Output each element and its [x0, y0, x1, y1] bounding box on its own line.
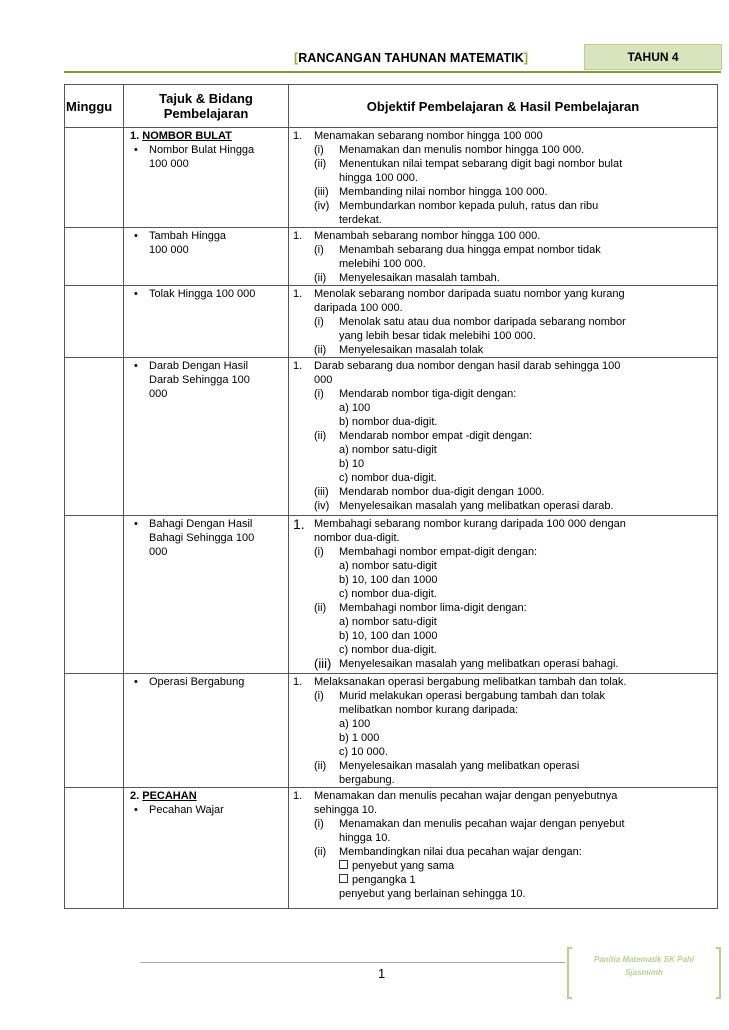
- outcome-item: (ii) Menyelesaikan masalah tambah.: [314, 272, 500, 284]
- outcome-item: (i) Menamakan dan menulis pecahan wajar dengan penyebut: [314, 818, 625, 830]
- topic-cell: [124, 674, 289, 788]
- header-tajuk: [124, 85, 289, 128]
- outcome-sub: pengangka 1: [293, 873, 713, 887]
- outcome-item: (i) Murid melakukan operasi bergabung tambah dan tolak: [314, 690, 605, 702]
- header-divider: [64, 71, 721, 73]
- objective-main-cont: 000: [314, 374, 333, 386]
- table-row: [65, 286, 718, 358]
- outcome-sub: a) nombor satu-digit: [339, 560, 437, 572]
- minggu-cell: [65, 358, 124, 516]
- learning-area: • Pecahan Wajar: [128, 803, 284, 817]
- outcome-item: (ii) Mendarab nombor empat -digit dengan:: [314, 430, 533, 442]
- topic-cell: [124, 286, 289, 358]
- outcome-item: (ii) Membandingkan nilai dua pecahan wajar dengan:: [314, 846, 582, 858]
- outcome-item: (ii) Membahagi nombor lima-digit dengan:: [314, 602, 527, 614]
- header-minggu: Minggu: [65, 85, 124, 128]
- panel-stamp: [567, 947, 721, 999]
- objective-main: 1. Melaksanakan operasi bergabung melibatkan tambah dan tolak.: [293, 676, 627, 688]
- outcome-item: (iv) Membundarkan nombor kepada puluh, ratus dan ribu: [314, 200, 599, 212]
- objective-cell: [289, 286, 718, 358]
- objective-cell: [289, 358, 718, 516]
- objective-cell: [289, 674, 718, 788]
- outcome-sub: penyebut yang berlainan sehingga 10.: [339, 888, 526, 900]
- outcome-item: (i) Mendarab nombor tiga-digit dengan:: [314, 388, 517, 400]
- panel-author: Sjasmimh: [625, 968, 663, 977]
- learning-area: • Tambah Hingga 100 000: [128, 229, 284, 257]
- outcome-item-cont: yang lebih besar tidak melebihi 100 000.: [339, 330, 536, 342]
- outcome-item: (ii) Menyelesaikan masalah tolak: [314, 344, 484, 356]
- outcome-sub: b) nombor dua-digit.: [339, 416, 438, 428]
- title-bracket-close: ]: [523, 51, 529, 65]
- checkbox-square-icon: [339, 860, 348, 869]
- table-header-row: [65, 85, 718, 128]
- learning-area: • Bahagi Dengan Hasil Bahagi Sehingga 100 000: [128, 517, 284, 559]
- minggu-cell: [65, 674, 124, 788]
- header-objektif: Objektif Pembelajaran & Hasil Pembelajaran: [289, 85, 718, 128]
- learning-area: • Tolak Hingga 100 000: [128, 287, 284, 301]
- yearly-plan-table: [64, 84, 718, 909]
- outcome-sub: penyebut yang sama: [293, 859, 713, 873]
- outcome-item: (iv) Menyelesaikan masalah yang melibatkan operasi darab.: [314, 500, 614, 512]
- objective-main: 1. Membahagi sebarang nombor kurang daripada 100 000 dengan: [293, 516, 626, 532]
- outcome-item: (iii) Membanding nilai nombor hingga 100 000.: [314, 186, 548, 198]
- outcome-sub: b) 10, 100 dan 1000: [339, 574, 438, 586]
- objective-main: 1. Menamakan sebarang nombor hingga 100 000: [293, 130, 543, 142]
- objective-main-cont: nombor dua-digit.: [314, 532, 400, 544]
- minggu-cell: [65, 516, 124, 674]
- outcome-sub: b) 10: [339, 458, 365, 470]
- topic-cell: [124, 358, 289, 516]
- minggu-cell: [65, 128, 124, 228]
- outcome-item-cont: melebihi 100 000.: [339, 258, 426, 270]
- outcome-item: (ii) Menentukan nilai tempat sebarang digit bagi nombor bulat: [314, 158, 623, 170]
- objective-main: 1. Menamakan dan menulis pecahan wajar dengan penyebutnya: [293, 790, 618, 802]
- title-bracket-open: [: [294, 51, 299, 65]
- outcome-item: (i) Menolak satu atau dua nombor daripada sebarang nombor: [314, 316, 626, 328]
- page-header: [64, 44, 721, 72]
- objective-main: 1. Menolak sebarang nombor daripada suatu nombor yang kurang: [293, 288, 625, 300]
- outcome-sub: c) 10 000.: [339, 746, 388, 758]
- page-number: 1: [378, 966, 386, 981]
- objective-main-cont: sehingga 10.: [314, 804, 377, 816]
- header-tajuk-line1: Tajuk & Bidang: [159, 91, 253, 106]
- year-badge: TAHUN 4: [584, 44, 722, 70]
- objective-cell: [289, 228, 718, 286]
- learning-area: • Darab Dengan Hasil Darab Sehingga 100 000: [128, 359, 284, 401]
- minggu-cell: [65, 286, 124, 358]
- table-row: [65, 358, 718, 516]
- table-row: [65, 788, 718, 909]
- header-tajuk-line2: Pembelajaran: [163, 106, 249, 121]
- outcome-item: (i) Menambah sebarang dua hingga empat nombor tidak: [314, 244, 601, 256]
- topic-cell: [124, 128, 289, 228]
- topic-cell: [124, 516, 289, 674]
- topic-cell: [124, 228, 289, 286]
- outcome-sub: b) 1 000: [339, 732, 380, 744]
- outcome-sub: a) 100: [339, 718, 371, 730]
- outcome-sub: a) nombor satu-digit: [339, 616, 437, 628]
- title-text: RANCANGAN TAHUNAN MATEMATIK: [298, 51, 524, 65]
- minggu-cell: [65, 788, 124, 909]
- outcome-item-cont: terdekat.: [339, 214, 382, 226]
- outcome-sub: a) 100: [339, 402, 371, 414]
- outcome-item: (iii) Menyelesaikan masalah yang melibatkan operasi bahagi.: [314, 656, 619, 671]
- topic-heading: 2. PECAHAN: [130, 790, 197, 802]
- objective-cell: [289, 128, 718, 228]
- outcome-item: (i) Membahagi nombor empat-digit dengan:: [314, 546, 538, 558]
- footer-divider: [140, 962, 565, 963]
- table-row: [65, 674, 718, 788]
- outcome-item: (iii) Mendarab nombor dua-digit dengan 1000.: [314, 486, 545, 498]
- objective-main: 1. Darab sebarang dua nombor dengan hasil darab sehingga 100: [293, 360, 621, 372]
- table-row: [65, 128, 718, 228]
- panel-name: Panitia Matematik SK Pahi: [593, 955, 695, 964]
- outcome-item-cont: hingga 100 000.: [339, 172, 418, 184]
- topic-heading: 1. NOMBOR BULAT: [130, 130, 232, 142]
- outcome-sub: c) nombor dua-digit.: [339, 644, 437, 656]
- outcome-sub: c) nombor dua-digit.: [339, 588, 437, 600]
- topic-cell: [124, 788, 289, 909]
- outcome-item: (i) Menamakan dan menulis nombor hingga 100 000.: [314, 144, 585, 156]
- objective-cell: [289, 788, 718, 909]
- outcome-item-cont: melibatkan nombor kurang daripada:: [339, 704, 519, 716]
- outcome-item-cont: hingga 10.: [339, 832, 391, 844]
- checkbox-square-icon: [339, 874, 348, 883]
- learning-area: • Operasi Bergabung: [128, 675, 284, 689]
- minggu-cell: [65, 228, 124, 286]
- outcome-item: (ii) Menyelesaikan masalah yang melibatkan operasi: [314, 760, 580, 772]
- objective-cell: [289, 516, 718, 674]
- table-row: [65, 228, 718, 286]
- outcome-sub: a) nombor satu-digit: [339, 444, 437, 456]
- outcome-sub: b) 10, 100 dan 1000: [339, 630, 438, 642]
- document-title: [294, 51, 528, 65]
- objective-main: 1. Menambah sebarang nombor hingga 100 000.: [293, 230, 541, 242]
- learning-area: • Nombor Bulat Hingga 100 000: [128, 143, 284, 171]
- outcome-sub: c) nombor dua-digit.: [339, 472, 437, 484]
- table-row: [65, 516, 718, 674]
- outcome-item-cont: bergabung.: [339, 774, 395, 786]
- objective-main-cont: daripada 100 000.: [314, 302, 403, 314]
